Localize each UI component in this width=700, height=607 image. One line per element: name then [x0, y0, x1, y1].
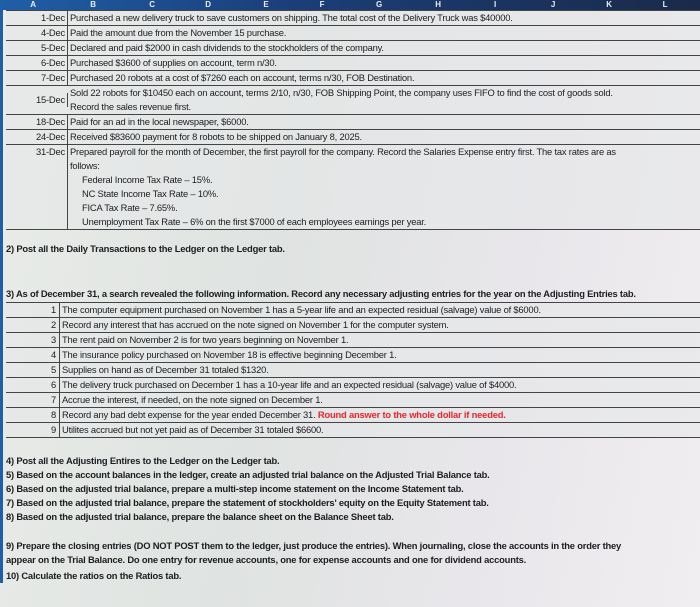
date-cell[interactable]: 15-Dec [6, 93, 68, 107]
description-line: Record the sales revenue first. [70, 101, 191, 112]
item-number: 6 [6, 378, 60, 392]
date-cell[interactable]: 1-Dec [6, 11, 68, 25]
table-row[interactable] [6, 130, 700, 145]
tax-rate-fica: FICA Tax Rate – 7.65%. [82, 202, 178, 213]
item-number: 9 [6, 423, 60, 437]
description-cell[interactable]: Declared and paid $2000 in cash dividends to the stockholders of the company. [70, 42, 384, 53]
table-row[interactable] [6, 318, 700, 333]
item-number: 8 [6, 408, 60, 422]
date-cell[interactable]: 31-Dec [6, 145, 68, 229]
column-header-b[interactable]: B [90, 0, 96, 9]
table-row[interactable] [6, 71, 700, 86]
description-line: Sold 22 robots for $10450 each on account, terms 2/10, n/30, FOB Shipping Point, the company uses FIFO to find the cost of goods sold. [70, 87, 613, 98]
description-line: Prepared payroll for the month of December, the first payroll for the company. Record the Salaries Expense entry first. The tax rates are as [70, 146, 616, 157]
date-cell[interactable]: 18-Dec [6, 115, 68, 129]
column-header-l[interactable]: L [662, 0, 668, 9]
adjustment-cell[interactable]: Record any interest that has accrued on the note signed on November 1 for the computer system. [62, 319, 449, 330]
column-header-h[interactable]: H [435, 0, 441, 9]
table-row[interactable] [6, 26, 700, 41]
tax-rate-state: NC State Income Tax Rate – 10%. [82, 188, 219, 199]
table-row[interactable] [6, 408, 700, 423]
table-row[interactable] [6, 378, 700, 393]
column-header-a[interactable]: A [30, 0, 36, 9]
adjustment-cell[interactable]: Accrue the interest, if needed, on the note signed on December 1. [62, 394, 323, 405]
column-header-f[interactable]: F [319, 0, 325, 9]
description-cell[interactable] [68, 145, 616, 229]
table-row[interactable] [6, 393, 700, 408]
table-row[interactable] [6, 86, 700, 115]
table-row[interactable] [6, 145, 700, 230]
table-row[interactable] [6, 423, 700, 438]
transactions-table [6, 10, 700, 230]
step-9-line2: appear on the Trial Balance. Do one entry for revenue accounts, one for expense accounts and one for dividend accounts. [6, 554, 527, 565]
item-number: 1 [6, 303, 60, 317]
step-10: 10) Calculate the ratios on the Ratios tab. [6, 570, 182, 581]
table-row[interactable] [6, 115, 700, 130]
adjustment-cell[interactable]: Supplies on hand as of December 31 totaled $1320. [62, 364, 269, 375]
step-7: 7) Based on the adjusted trial balance, prepare the statement of stockholders' equity on the Equity Statement tab. [6, 497, 489, 508]
column-header-c[interactable]: C [149, 0, 155, 9]
column-header-k[interactable]: K [606, 0, 612, 9]
column-headers [0, 0, 700, 10]
rounding-note: Round answer to the whole dollar if needed. [317, 409, 506, 420]
table-row[interactable] [6, 363, 700, 378]
column-header-g[interactable]: G [375, 0, 383, 9]
description-cell[interactable]: Purchased $3600 of supplies on account, term n/30. [70, 57, 277, 68]
sheet-body [0, 10, 700, 583]
item-number: 3 [6, 333, 60, 347]
description-cell[interactable]: Purchased 20 robots at a cost of $7260 each on account, terms n/30, FOB Destination. [70, 72, 415, 83]
description-cell[interactable]: Received $83600 payment for 8 robots to be shipped on January 8, 2025. [70, 131, 362, 142]
step-3: 3) As of December 31, a search revealed the following information. Record any necessary adjusting entries for the year on the Adjusting Entries tab. [6, 288, 636, 299]
table-row[interactable] [6, 348, 700, 363]
step-2: 2) Post all the Daily Transactions to the Ledger on the Ledger tab. [6, 243, 285, 254]
item-number: 4 [6, 348, 60, 362]
date-cell[interactable]: 4-Dec [6, 26, 68, 40]
column-header-e[interactable]: E [263, 0, 269, 9]
step-9-line1: 9) Prepare the closing entries (DO NOT POST them to the ledger, just produce the entries). When journaling, close the accounts in the order they [6, 540, 622, 551]
item-number: 7 [6, 393, 60, 407]
description-cell[interactable]: Paid for an ad in the local newspaper, $6000. [70, 116, 249, 127]
adjustment-cell[interactable]: The computer equipment purchased on November 1 has a 5-year life and an expected residual (salvage) value of $6000. [62, 304, 541, 315]
tax-rate-federal: Federal Income Tax Rate – 15%. [82, 174, 213, 185]
column-header-i[interactable]: I [493, 0, 497, 9]
adjustment-cell[interactable]: Utilites accrued but not yet paid as of December 31 totaled $6600. [62, 424, 324, 435]
step-8: 8) Based on the adjusted trial balance, prepare the balance sheet on the Balance Sheet tab. [6, 511, 394, 522]
adjustment-cell[interactable] [60, 408, 506, 422]
date-cell[interactable]: 6-Dec [6, 56, 68, 70]
item-number: 5 [6, 363, 60, 377]
table-row[interactable] [6, 333, 700, 348]
step-6: 6) Based on the adjusted trial balance, prepare a multi-step income statement on the Income Statement tab. [6, 483, 464, 494]
date-cell[interactable]: 24-Dec [6, 130, 68, 144]
step-4: 4) Post all the Adjusting Entires to the Ledger on the Ledger tab. [6, 455, 280, 466]
table-row[interactable] [6, 303, 700, 318]
table-row[interactable] [6, 56, 700, 71]
description-cell[interactable]: Purchased a new delivery truck to save customers on shipping. The total cost of the Delivery Truck was $40000. [70, 12, 513, 23]
date-cell[interactable]: 7-Dec [6, 71, 68, 85]
adjustment-cell[interactable]: The rent paid on November 2 is for two years beginning on November 1. [62, 334, 349, 345]
tax-rate-unemployment: Unemployment Tax Rate – 6% on the first $7000 of each employees earnings per year. [82, 216, 427, 227]
table-row[interactable] [6, 11, 700, 26]
adjustment-cell[interactable]: The insurance policy purchased on November 18 is effective beginning December 1. [62, 349, 397, 360]
column-header-j[interactable]: J [550, 0, 556, 9]
table-row[interactable] [6, 41, 700, 56]
date-cell[interactable]: 5-Dec [6, 41, 68, 55]
adjustment-cell[interactable]: The delivery truck purchased on December 1 has a 10-year life and an expected residual (salvage) value of $4000. [62, 379, 517, 390]
description-cell[interactable]: Paid the amount due from the November 15 purchase. [70, 27, 287, 38]
item-number: 2 [6, 318, 60, 332]
description-line: follows: [70, 160, 100, 171]
step-5: 5) Based on the account balances in the ledger, create an adjusted trial balance on the Adjusted Trial Balance tab. [6, 469, 490, 480]
adjustments-table [6, 302, 700, 438]
adjustment-text: Record any bad debt expense for the year ended December 31. [62, 409, 316, 420]
description-cell[interactable] [68, 86, 613, 114]
column-header-d[interactable]: D [205, 0, 211, 9]
